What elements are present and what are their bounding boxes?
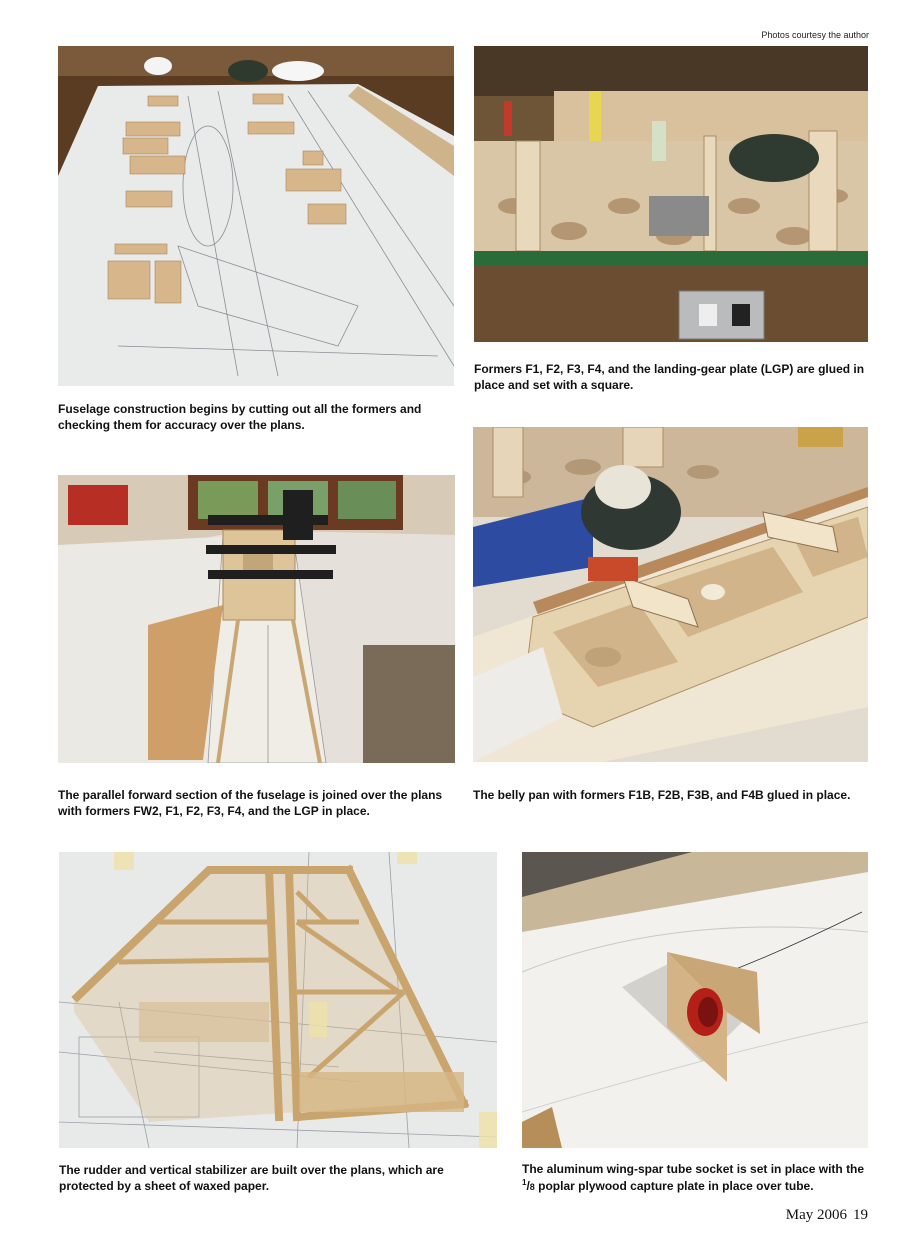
caption-formers-glued: Formers F1, F2, F3, F4, and the landing-gear plate (LGP) are glued in place and set with a square. [474,362,865,392]
photo-formers-glued [474,46,868,342]
caption-tube-socket: The aluminum wing-spar tube socket is set in place with the $^1$/8 poplar plywood capture plate in place over tube. [522,1162,865,1193]
caption-fuselage-begins: Fuselage construction begins by cutting out all the formers and checking them for accuracy over the plans. [58,402,422,432]
photo-rudder [59,852,497,1148]
fraction-numerator: 1 [522,1177,527,1187]
caption-tube-socket-part1: The aluminum wing-spar tube socket is set in place with the [522,1162,865,1176]
page-number: 19 [853,1207,868,1223]
fraction-denominator: 8 [529,1181,535,1192]
caption-rudder: The rudder and vertical stabilizer are built over the plans, which are protected by a sheet of waxed paper. [59,1163,444,1193]
photo-tube-socket [522,852,868,1148]
caption-parallel-section: The parallel forward section of the fuselage is joined over the plans with formers FW2, F1, F2, F3, F4, and the LGP in place. [58,788,443,818]
caption-tube-socket-part2: poplar plywood capture plate in place over tube. [534,1178,814,1193]
issue-date: May 2006 [785,1207,847,1223]
caption-belly-pan: The belly pan with formers F1B, F2B, F3B, and F4B glued in place. [473,788,851,802]
photo-credit: Photos courtesy the author [761,30,869,40]
photo-formers-on-plans [58,46,454,386]
photo-parallel-section [58,475,455,763]
photo-belly-pan [473,427,868,762]
page-footer [786,1207,868,1224]
